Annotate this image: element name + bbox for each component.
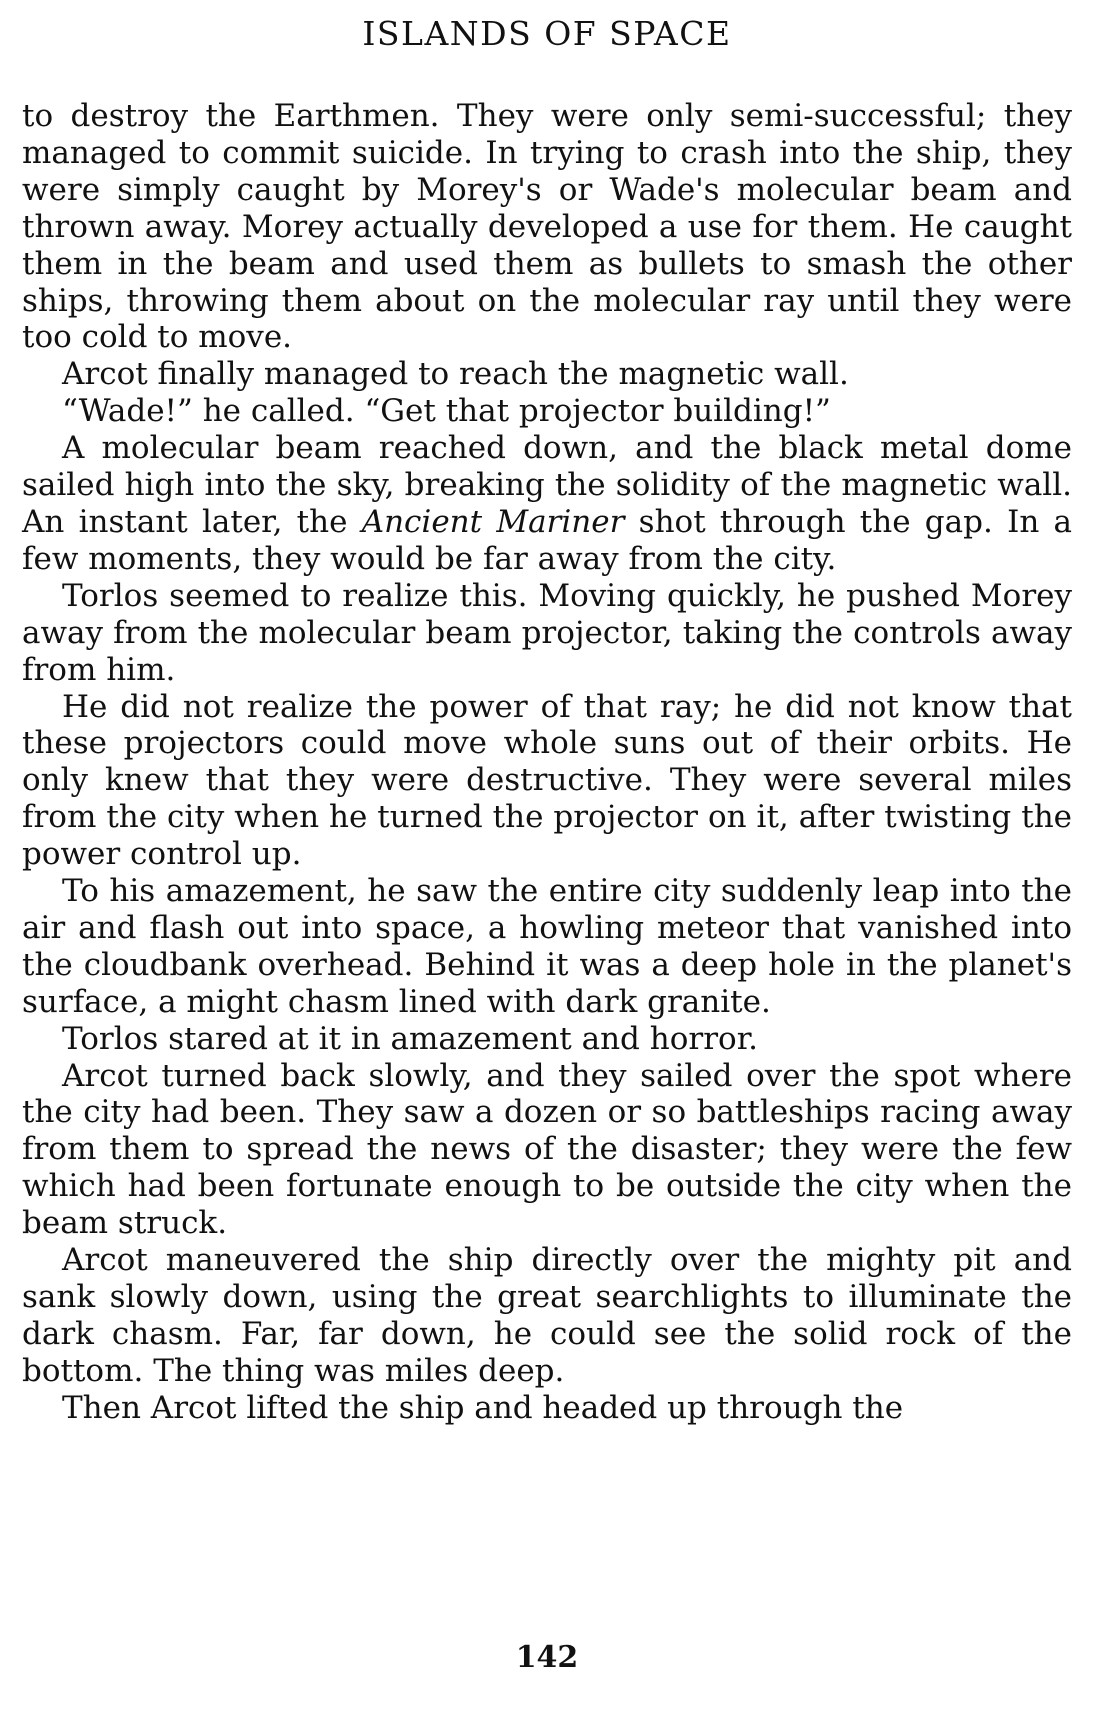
paragraph: Arcot maneuvered the ship directly over the mighty pit and sank slowly down, using the great searchlights to illuminate the dark chasm. Far, far down, he could see the solid rock of the bottom. The thing was miles deep. (22, 1242, 1072, 1389)
paragraph: Torlos stared at it in amazement and horror. (62, 1020, 758, 1057)
paragraph: to destroy the Earthmen. They were only semi-successful; they managed to commit suicide. In trying to crash into the ship, they were simply caught by Morey's or Wade's molecular beam and thrown away. Morey actually developed a use for them. He caught them in the beam and used them as bullets to smash the other ships, throwing them about on the molecular ray until they were too cold to move. (22, 98, 1072, 356)
paragraph: He did not realize the power of that ray; he did not know that these projectors could move whole suns out of their orbits. He only knew that they were destructive. They were several miles from the city when he turned the projector on it, after twisting the power control up. (22, 688, 1072, 873)
paragraph-text: shot through the gap. In a few moments, they would be far away from the city. (22, 503, 1072, 577)
ship-name-italic: Ancient Mariner (361, 503, 625, 540)
running-header: ISLANDS OF SPACE (362, 14, 732, 53)
paragraph: “Wade!” he called. “Get that projector building!” (62, 393, 831, 430)
paragraph-text: A molecular beam reached down, and the black metal dome sailed high into the sky, breaking the solidity of the magnetic wall. An instant later, the (22, 430, 1072, 540)
paragraph: Arcot turned back slowly, and they sailed over the spot where the city had been. They saw a dozen or so battleships racing away from them to spread the news of the disaster; they were the few which had been fortunate enough to be outside the city when the beam struck. (22, 1057, 1072, 1242)
paragraph: Arcot finally managed to reach the magnetic wall. (62, 356, 849, 393)
paragraph (22, 430, 1072, 578)
paragraph: Torlos seemed to realize this. Moving quickly, he pushed Morey away from the molecular beam projector, taking the controls away from him. (22, 577, 1072, 688)
paragraph: To his amazement, he saw the entire city suddenly leap into the air and flash out into space, a howling meteor that vanished into the cloudbank overhead. Behind it was a deep hole in the planet's surface, a might chasm lined with dark granite. (22, 873, 1072, 1020)
paragraph: Then Arcot lifted the ship and headed up through the (62, 1389, 904, 1426)
page-number: 142 (515, 1640, 579, 1675)
body-text (22, 98, 1072, 1427)
